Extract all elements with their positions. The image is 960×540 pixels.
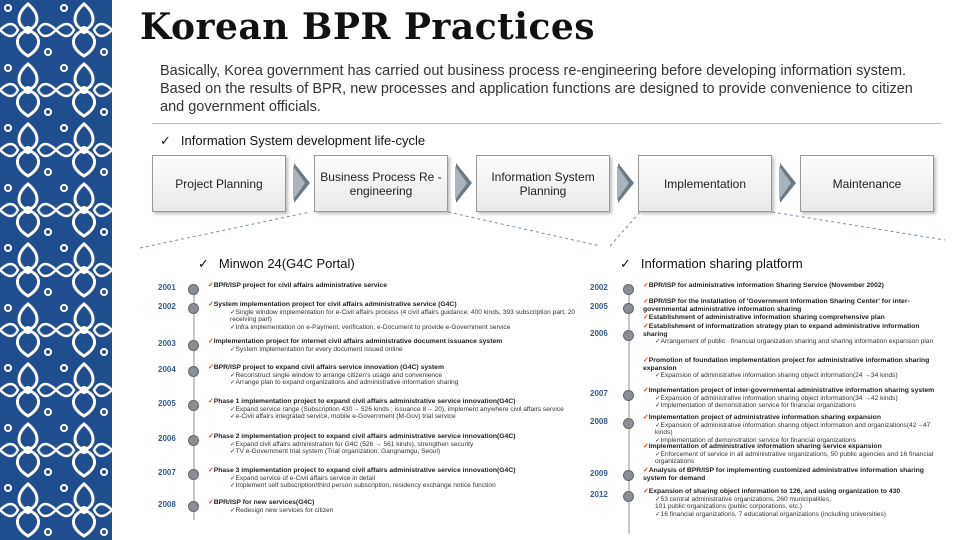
check-icon: ✓ [643,357,649,364]
timeline-node [188,469,199,480]
timeline-node [188,435,199,446]
check-icon: ✓ [643,387,649,394]
timeline-entry [208,338,578,353]
stage-is-planning: Information System Planning [476,155,610,212]
timeline-year: 2007 [590,389,608,398]
timeline-entry [643,467,943,482]
entry-detail: ✓Infra implementation on e-Payment, verification, e-Document to provide e-Government service [230,323,511,331]
timeline-year: 2001 [158,283,176,292]
check-icon: ✓ [643,314,649,321]
entry-title: ✓Phase 2 implementation project to expand civil affairs administrative service innovation(G4C) [208,433,516,440]
check-icon: ✓ [643,282,649,289]
check-icon: ✓ [620,257,631,272]
entry-title: ✓BPR/ISP for new services(G4C) [208,499,315,506]
timeline-year: 2004 [158,365,176,374]
timeline-node [623,491,634,502]
entry-title: ✓Phase 1 implementation project to expand civil affairs administrative service innovation(G4C) [208,398,516,405]
entry-detail: ✓Expansion of administrative information sharing object information(34 →42 kinds) [655,394,898,402]
timeline-entry [643,387,943,410]
check-icon: ✓ [643,488,649,495]
timeline-entry [643,414,943,444]
timeline-entry [208,433,578,456]
timeline-entry [208,282,578,290]
entry-detail: ✓Redesign new services for citizen [230,506,334,514]
entry-detail: ✓Implement self subscription/third person subscription, residency exchange notice function [230,482,496,490]
entry-detail: ✓TV e-Government trial system (Trial organization: Gangnamgu, Seoul) [230,448,441,456]
timeline-node [188,340,199,351]
check-icon: ✓ [643,443,649,450]
timeline-entry [643,488,943,518]
timeline-year: 2008 [158,500,176,509]
entry-detail: ✓53 central administrative organizations, 260 municipalities, [655,495,831,503]
timeline-node [188,366,199,377]
entry-detail: ✓Expand civil affairs administration for G4C (526 → 561 kinds), strengthen security [230,440,474,448]
timeline-year: 2006 [158,434,176,443]
entry-detail: ✓16 financial organizations, 7 educational organizations (including universities) [655,510,886,518]
timeline-node [623,390,634,401]
entry-title: ✓Phase 3 implementation project to expand civil affairs administrative service innovation(G4C) [208,467,516,474]
timeline-year: 2009 [590,469,608,478]
timeline-year: 2005 [158,399,176,408]
check-icon: ✓ [208,338,214,345]
check-icon: ✓ [208,433,214,440]
check-icon: ✓ [643,414,649,421]
timeline-node [623,418,634,429]
entry-detail: ✓Implementation of demonstration service for financial organizations [655,402,856,410]
entry-title: ✓BPR/ISP for administrative information Sharing Service (November 2002) [643,282,884,289]
timeline-node [623,330,634,341]
entry-detail: ✓Arrange plan to expand organizations and administrative information sharing [230,379,459,387]
intro-paragraph: Basically, Korea government has carried out business process re-engineering before developing information system. Based on the results of BPR, new processes and application functions are designed to provide convenience to citizen and government officials. [160,63,913,115]
timeline-year: 2002 [158,302,176,311]
timeline-node [188,284,199,295]
timeline-entry [643,323,943,346]
check-icon: ✓ [643,467,649,474]
entry-detail: ✓Reconstruct single window to arrange citizen's usage and convenience [230,371,443,379]
entry-detail: ✓System implementation for every document issued online [230,345,403,353]
timeline-entry [643,357,943,380]
timeline-entry [643,314,943,322]
entry-detail: ✓Expand service range (Subscription 430→ 526 kinds ; issuance 8→ 20), implement anywhere civil affairs service [230,405,564,413]
entry-title: ✓Establishment of administrative information sharing comprehensive plan [643,314,885,321]
stage-project-planning: Project Planning [152,155,286,212]
check-icon: ✓ [208,364,214,371]
entry-title: ✓BPR/ISP for the installation of 'Government Information Sharing Center' for inter-governmental administrative information sharing [643,298,910,313]
entry-detail: ✓Expansion of administrative information sharing object information and organizations(42→47 kinds) [655,421,931,437]
lifecycle-heading: ✓ Information System development life-cycle [160,133,426,149]
check-icon: ✓ [160,134,171,149]
stage-implementation: Implementation [638,155,772,212]
timeline-year: 2006 [590,329,608,338]
timeline-entry [208,301,578,331]
page-title: Korean BPR Practices [140,6,596,48]
check-icon: ✓ [208,499,214,506]
timeline-entry [643,443,943,466]
entry-detail: 101 public organizations (public corporations, etc.) [655,503,802,511]
timeline-entry [208,364,578,387]
check-icon: ✓ [208,301,214,308]
timeline-entry [208,398,578,421]
timeline-entry [208,499,578,514]
timeline-year: 2007 [158,468,176,477]
timeline-node [188,501,199,512]
timeline-node [623,470,634,481]
entry-detail: ✓e-Civil affairs integrated service, mobile e-Government (M-Gov) trial service [230,413,456,421]
entry-detail: ✓Arrangement of public · financial organization sharing and sharing information expansion plan [655,338,934,346]
entry-title: ✓BPR/ISP project for civil affairs administrative service [208,282,387,289]
timeline-year: 2005 [590,302,608,311]
timeline-node [188,400,199,411]
entry-title: ✓Analysis of BPR/ISP for implementing customized administrative information sharing system for demand [643,467,924,482]
stage-bpr: Business Process Re -engineering [314,155,448,212]
entry-title: ✓Implementation project for internet civil affairs administrative document issuance system [208,338,503,345]
entry-title: ✓BPR/ISP project to expand civil affairs service innovation (G4C) system [208,364,444,371]
entry-title: ✓Implementation of administrative information sharing service expansion [643,443,882,450]
timeline-year: 2003 [158,339,176,348]
entry-title: ✓Establishment of informatization strategy plan to expand administrative information sharing [643,323,920,338]
entry-detail: ✓Single window implementation for e-Civil affairs process (4 civil affairs guidance: 400 kinds, 393 subscription part, 20 receiving part) [230,308,576,324]
check-icon: ✓ [208,282,214,289]
entry-title: ✓Expansion of sharing object information to 126, and using organization to 430 [643,488,901,495]
entry-detail: ✓Expand service of e-Civil affairs service in detail [230,474,376,482]
minwon-heading: ✓ Minwon 24(G4C Portal) [198,256,355,272]
check-icon: ✓ [643,323,649,330]
entry-detail: ✓Implementation of demonstration service for financial organizations [655,436,856,444]
timeline-node [623,303,634,314]
entry-detail: ✓Expansion of administrative information sharing object information(24 →34 kinds) [655,372,898,380]
check-icon: ✓ [208,398,214,405]
entry-title: ✓Implementation project of administrative information sharing expansion [643,414,881,421]
timeline-node [623,284,634,295]
timeline-year: 2002 [590,283,608,292]
timeline-entry [208,467,578,490]
timeline-year: 2012 [590,490,608,499]
entry-title: ✓System implementation project for civil affairs administrative service (G4C) [208,301,457,308]
timeline-year: 2008 [590,417,608,426]
stage-maintenance: Maintenance [800,155,934,212]
entry-title: ✓Implementation project of inter-governmental administrative information sharing system [643,387,935,394]
check-icon: ✓ [208,467,214,474]
entry-detail: ✓Enforcement of service in all administrative organizations, 50 public agencies and 16 financial organizations [655,450,934,466]
check-icon: ✓ [643,298,649,305]
timeline-entry [643,282,943,290]
timeline-node [188,303,199,314]
entry-title: ✓Promotion of foundation implementation project for administrative information sharing expansion [643,357,930,372]
sharing-heading: ✓ Information sharing platform [620,256,803,272]
check-icon: ✓ [198,257,209,272]
timeline-entry [643,298,943,313]
